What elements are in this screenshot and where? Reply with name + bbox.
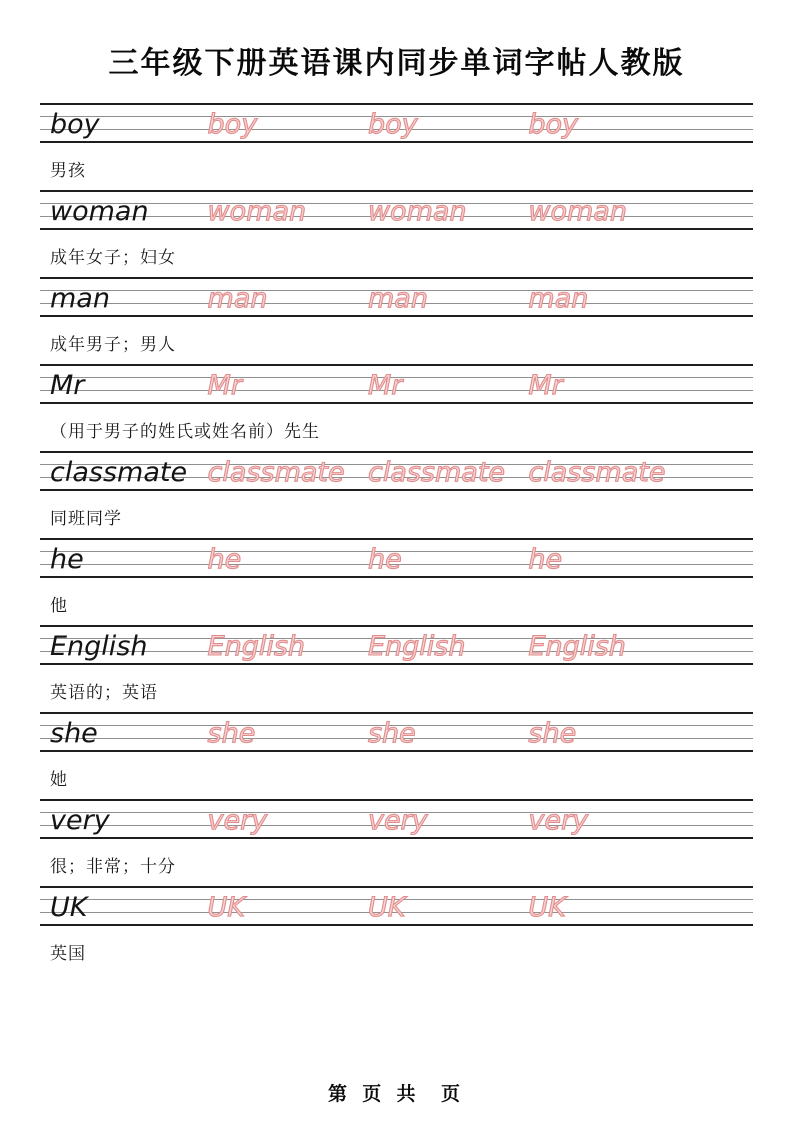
staff-line-top [40,886,753,888]
writing-staff [40,538,753,578]
staff-line-top [40,103,753,105]
word-trace-1: she [207,718,256,749]
word-trace-3: Mr [528,370,563,401]
staff-line-top [40,712,753,714]
word-trace-3: classmate [528,457,666,488]
staff-line-bottom [40,141,753,143]
word-meaning: 他 [50,596,68,615]
word-trace-3: he [528,544,563,575]
writing-staff [40,190,753,230]
word-sample: woman [50,196,149,227]
staff-line-bottom [40,576,753,578]
word-trace-3: very [528,805,589,836]
word-trace-1: he [207,544,242,575]
word-trace-3: she [528,718,577,749]
writing-staff [40,364,753,404]
staff-line-bottom [40,837,753,839]
word-trace-3: man [528,283,589,314]
word-sample: very [50,805,110,836]
writing-staff [40,451,753,491]
word-trace-3: UK [528,892,566,923]
staff-line-bottom [40,315,753,317]
word-trace-1: boy [207,109,258,140]
word-meaning: 她 [50,770,68,789]
page-footer: 第 页 共 页 [327,1084,466,1105]
word-row [40,799,753,886]
word-sample: she [50,718,98,749]
staff-line-bottom [40,402,753,404]
word-trace-2: very [367,805,428,836]
writing-staff [40,799,753,839]
staff-line-bottom [40,489,753,491]
page-title: 三年级下册英语课内同步单词字帖人教版 [108,47,685,80]
word-trace-2: man [367,283,428,314]
writing-staff [40,277,753,317]
word-trace-2: Mr [367,370,403,401]
word-trace-1: man [207,283,268,314]
writing-staff [40,886,753,926]
staff-line-top [40,190,753,192]
word-trace-2: classmate [367,457,506,488]
word-trace-1: UK [207,892,246,923]
word-row [40,625,753,712]
word-trace-2: UK [367,892,406,923]
word-meaning: 英国 [50,944,86,963]
word-meaning: 成年男子；男人 [50,335,176,354]
word-sample: UK [50,892,88,923]
word-sample: Mr [50,370,85,401]
word-meaning: （用于男子的姓氏或姓名前）先生 [50,422,320,441]
word-meaning: 英语的；英语 [50,683,158,702]
staff-line-bottom [40,924,753,926]
word-row [40,364,753,451]
word-trace-2: boy [367,109,418,140]
word-list [40,103,753,973]
word-meaning: 男孩 [50,161,86,180]
staff-line-top [40,799,753,801]
word-trace-2: woman [367,196,467,227]
word-trace-1: Mr [207,370,242,401]
word-sample: boy [50,109,100,140]
word-sample: classmate [50,457,188,488]
word-trace-3: English [528,631,626,662]
word-meaning: 很；非常；十分 [50,857,176,876]
word-trace-3: woman [528,196,627,227]
staff-line-bottom [40,228,753,230]
writing-staff [40,625,753,665]
word-trace-1: classmate [207,457,345,488]
staff-line-top [40,451,753,453]
word-row [40,190,753,277]
writing-staff [40,712,753,752]
word-sample: he [50,544,84,575]
word-trace-1: very [207,805,268,836]
word-row [40,538,753,625]
word-trace-1: English [207,631,306,662]
staff-line-top [40,277,753,279]
staff-line-top [40,538,753,540]
staff-line-top [40,625,753,627]
word-row [40,277,753,364]
word-meaning: 成年女子；妇女 [50,248,176,267]
word-row [40,451,753,538]
word-sample: man [50,283,110,314]
word-row [40,103,753,190]
staff-line-top [40,364,753,366]
word-trace-2: he [367,544,402,575]
word-row [40,886,753,973]
staff-line-bottom [40,663,753,665]
writing-staff [40,103,753,143]
word-meaning: 同班同学 [50,509,122,528]
word-trace-2: she [367,718,416,749]
staff-line-bottom [40,750,753,752]
word-row [40,712,753,799]
word-sample: English [50,631,148,662]
word-trace-3: boy [528,109,579,140]
word-trace-1: woman [207,196,307,227]
word-trace-2: English [367,631,466,662]
